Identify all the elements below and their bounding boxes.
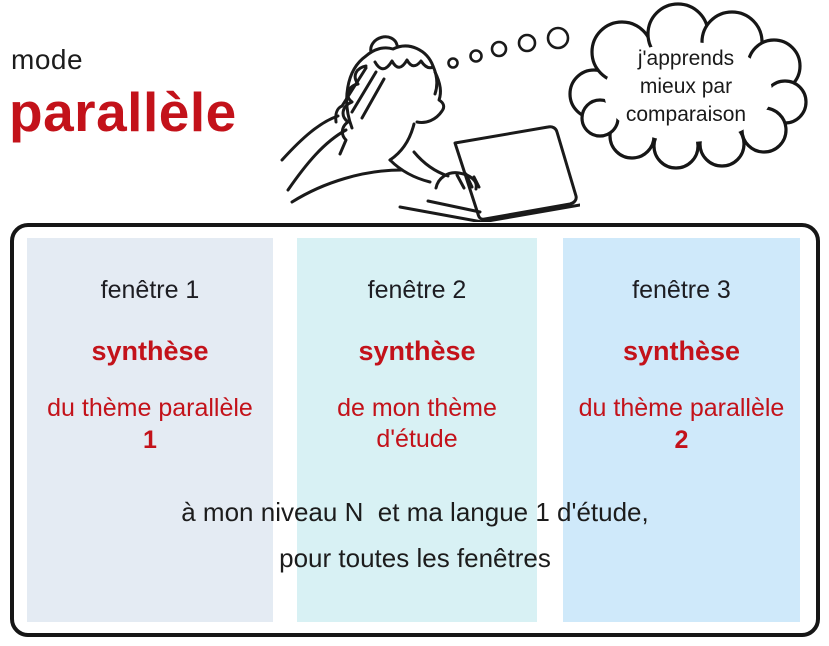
mode-label: mode	[11, 44, 84, 75]
thought-dots-icon	[449, 28, 569, 68]
window-name: fenêtre 2	[367, 276, 467, 304]
window-description: du thème parallèle	[578, 394, 785, 422]
thought-text-line-3: comparaison	[625, 103, 747, 126]
parallel-windows-panel	[10, 223, 820, 637]
thought-text-line-1: j'apprends	[637, 47, 735, 70]
page-title: parallèle	[9, 81, 237, 143]
window-number: 2	[674, 426, 689, 455]
window-number: 1	[143, 426, 157, 455]
window-description: de mon thème d'étude	[337, 394, 497, 454]
thought-cloud	[560, 2, 812, 172]
thought-text-line-2: mieux par	[639, 75, 733, 98]
footer-line-1: à mon niveau N et ma langue 1 d'étude,	[181, 497, 649, 527]
window-keyword: synthèse	[91, 336, 209, 366]
window-name: fenêtre 3	[632, 276, 731, 304]
window-description: du thème parallèle	[47, 394, 253, 422]
panel-footer	[14, 489, 816, 581]
window-name: fenêtre 1	[100, 276, 200, 304]
window-keyword: synthèse	[622, 336, 741, 366]
window-keyword: synthèse	[358, 336, 476, 366]
footer-line-2: pour toutes les fenêtres	[279, 543, 551, 573]
person-at-laptop-icon	[280, 10, 580, 222]
laptop-icon	[455, 127, 576, 220]
